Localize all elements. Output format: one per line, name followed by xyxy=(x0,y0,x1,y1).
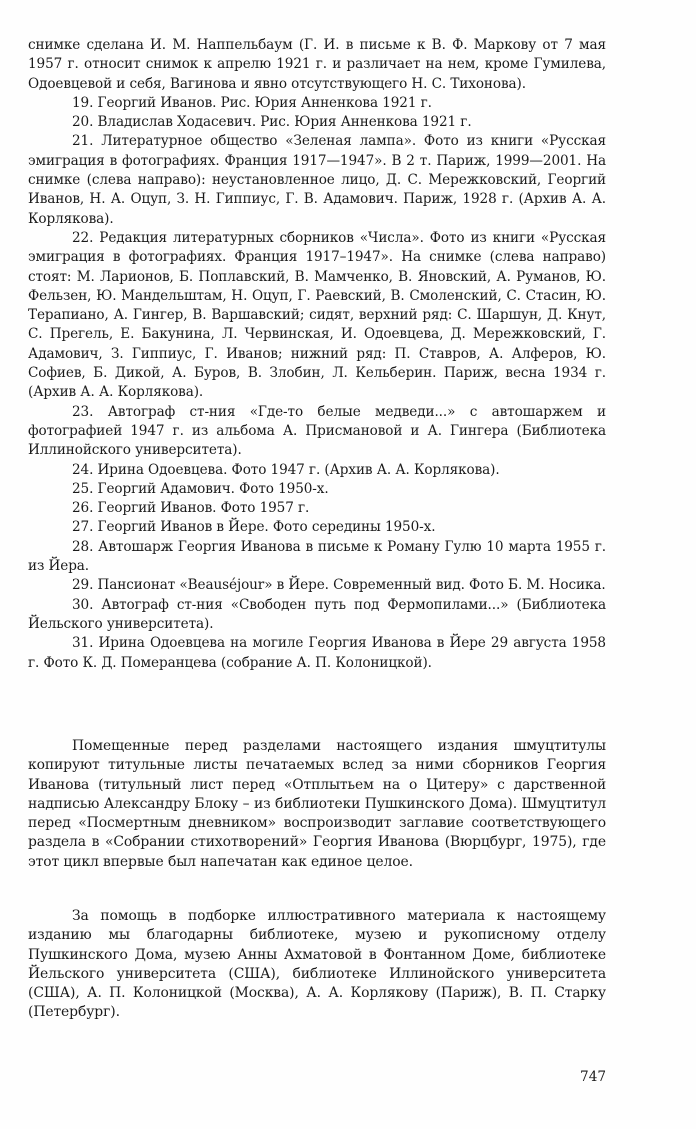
caption-item-26: 26. Георгий Иванов. Фото 1957 г. xyxy=(72,500,310,517)
shmuts-titles-note xyxy=(28,737,606,872)
illustration-captions-list xyxy=(28,36,606,673)
caption-item-27: 27. Георгий Иванов в Йере. Фото середины 1950-х. xyxy=(72,519,436,536)
caption-continuation: снимке сделана И. М. Наппельбаум (Г. И. в письме к В. Ф. Маркову от 7 мая 1957 г. относит снимок к апрелю 1921 г. и различает на нем, кроме Гумилева, Одоевцевой и себя, Вагинова и явно отсутствующего Н. С. Тихонова). xyxy=(28,37,606,92)
caption-item-30: 30. Автограф ст-ния «Свободен путь под Фермопилами...» (Библиотека Йельского университета). xyxy=(28,596,606,632)
acknowledgements-note xyxy=(28,907,606,1023)
caption-item-25: 25. Георгий Адамович. Фото 1950-х. xyxy=(72,480,329,497)
caption-item-20: 20. Владислав Ходасевич. Рис. Юрия Анненкова 1921 г. xyxy=(72,114,472,131)
page-number: 747 xyxy=(580,1069,606,1085)
caption-item-22: 22. Редакция литературных сборников «Числа». Фото из книги «Русская эмиграция в фотографиях. Франция 1917–1947». На снимке (слева направо) стоят: М. Ларионов, Б. Поплавский, В. Мамченко, В. Яновский, А. Руманов, Ю. Фельзен, Ю. Мандельштам, Н. Оцуп, Г. Раевский, В. Смоленский, С. Стасин, Ю. Терапиано, А. Гингер, В. Варшавский; сидят, верхний ряд: С. Шаршун, Д. Кнут, С. Прегель, Е. Бакунина, Л. Червинская, И. Одоевцева, Д. Мережковский, Г. Адамович, З. Гиппиус, Г. Иванов; нижний ряд: П. Ставров, А. Алферов, Ю. Софиев, Б. Дикой, А. Буров, В. Злобин, Л. Кельберин. Париж, весна 1934 г. (Архив А. А. Корлякова). xyxy=(28,229,606,401)
caption-item-31: 31. Ирина Одоевцева на могиле Георгия Иванова в Йере 29 августа 1958 г. Фото К. Д. Померанцева (собрание А. П. Колоницкой). xyxy=(28,635,606,671)
caption-item-29: 29. Пансионат «Beauséjour» в Йере. Современный вид. Фото Б. М. Носика. xyxy=(72,577,606,594)
thanks-paragraph: За помощь в подборке иллюстративного материала к настоящему изданию мы благодарны библиотеке, музею и рукописному отделу Пушкинского Дома, музею Анны Ахматовой в Фонтанном Доме, библиотеке Йельского университета (США), библиотеке Иллинойского университета (США), А. П. Колоницкой (Москва), А. А. Корлякову (Париж), В. П. Старку (Петербург). xyxy=(28,908,606,1021)
caption-item-24: 24. Ирина Одоевцева. Фото 1947 г. (Архив А. А. Корлякова). xyxy=(72,461,500,478)
caption-item-21: 21. Литературное общество «Зеленая лампа». Фото из книги «Русская эмиграция в фотографиях. Франция 1917—1947». В 2 т. Париж, 1999—2001. На снимке (слева направо): неустановленное лицо, Д. С. Мережковский, Георгий Иванов, Н. А. Оцуп, З. Н. Гиппиус, Г. В. Адамович. Париж, 1928 г. (Архив А. А. Корлякова). xyxy=(28,133,606,227)
caption-item-19: 19. Георгий Иванов. Рис. Юрия Анненкова 1921 г. xyxy=(72,94,432,111)
caption-item-28: 28. Автошарж Георгия Иванова в письме к Роману Гулю 10 марта 1955 г. из Йера. xyxy=(28,538,606,575)
caption-item-23: 23. Автограф ст-ния «Где-то белые медведи...» с автошаржем и фотографией 1947 г. из альбома А. Присмановой и А. Гингера (Библиотека Иллинойского университета). xyxy=(28,403,606,459)
shmuts-paragraph: Помещенные перед разделами настоящего издания шмуцтитулы копируют титульные листы печатаемых вслед за ними сборников Георгия Иванова (титульный лист перед «Отплытьем на о Цитеру» с дарственной надписью Александру Блоку – из библиотеки Пушкинского Дома). Шмуцтитул перед «Посмертным дневником» воспроизводит заглавие соответствующего раздела в «Собрании стихотворений» Георгия Иванова (Вюрцбург, 1975), где этот цикл впервые был напечатан как единое целое. xyxy=(28,738,606,870)
